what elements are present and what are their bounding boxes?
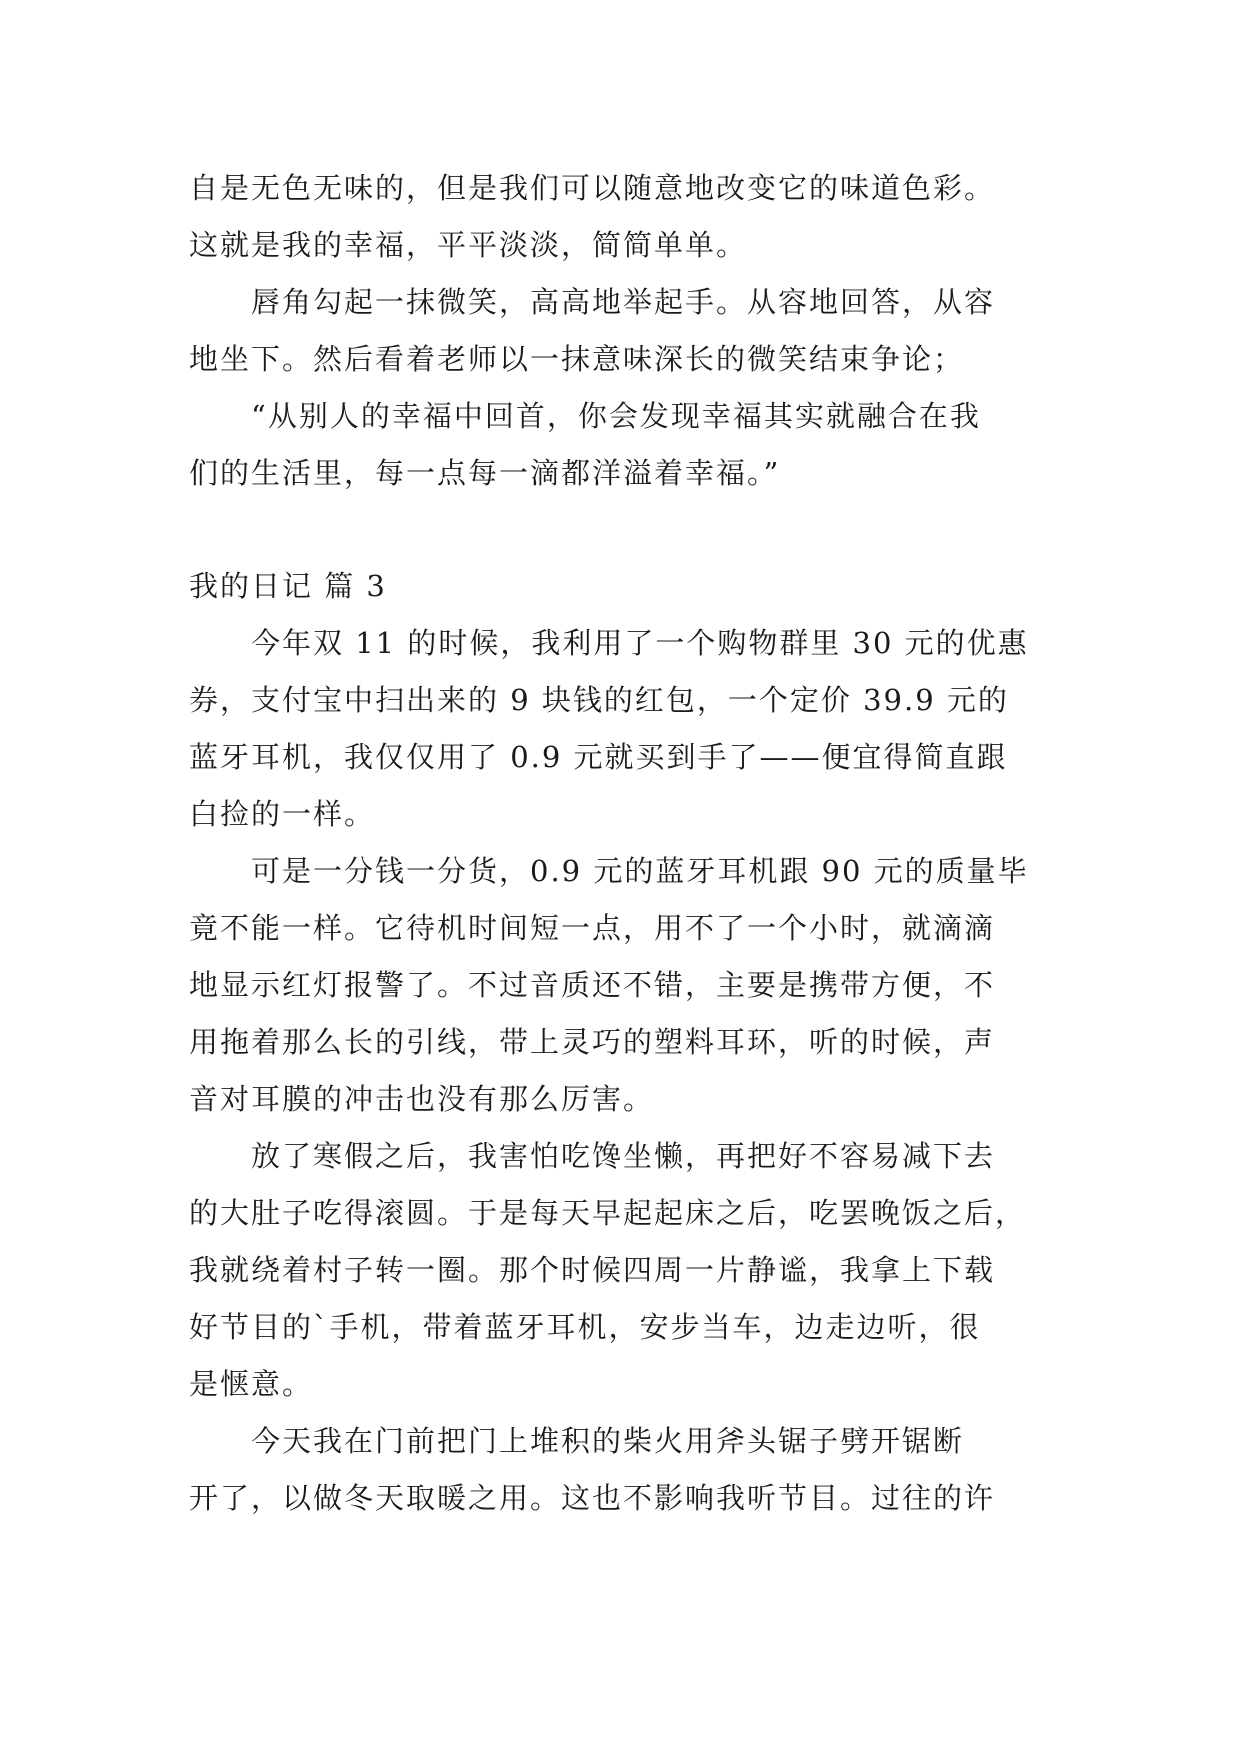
paragraph-line: 这就是我的幸福，平平淡淡，简简单单。 bbox=[189, 228, 748, 262]
paragraph-line: 放了寒假之后，我害怕吃馋坐懒，再把好不容易减下去 bbox=[251, 1139, 996, 1173]
paragraph-line: 可是一分钱一分货，0.9 元的蓝牙耳机跟 90 元的质量毕 bbox=[251, 854, 1029, 888]
paragraph-line: 们的生活里，每一点每一滴都洋溢着幸福。” bbox=[189, 456, 781, 490]
paragraph-line: 用拖着那么长的引线，带上灵巧的塑料耳环，听的时候，声 bbox=[189, 1025, 996, 1059]
section-title: 我的日记 篇 3 bbox=[189, 569, 387, 603]
paragraph-line: 今年双 11 的时候，我利用了一个购物群里 30 元的优惠 bbox=[251, 626, 1029, 660]
paragraph-line: 竟不能一样。它待机时间短一点，用不了一个小时，就滴滴 bbox=[189, 911, 996, 945]
paragraph-line: 今天我在门前把门上堆积的柴火用斧头锯子劈开锯断 bbox=[251, 1424, 965, 1458]
section-spacer bbox=[189, 502, 1055, 558]
paragraph-line: 蓝牙耳机，我仅仅用了 0.9 元就买到手了——便宜得简直跟 bbox=[189, 740, 1008, 774]
paragraph-line: “从别人的幸福中回首，你会发现幸福其实就融合在我 bbox=[251, 399, 981, 433]
paragraph-line: 好节目的`手机，带着蓝牙耳机，安步当车，边走边听，很 bbox=[189, 1310, 981, 1344]
document-body bbox=[189, 160, 1055, 1527]
paragraph-line: 我就绕着村子转一圈。那个时候四周一片静谧，我拿上下载 bbox=[189, 1253, 996, 1287]
paragraph-line: 地坐下。然后看着老师以一抹意味深长的微笑结束争论； bbox=[189, 342, 965, 376]
paragraph-line: 的大肚子吃得滚圆。于是每天早起起床之后，吃罢晚饭之后， bbox=[189, 1196, 1027, 1230]
paragraph-line: 地显示红灯报警了。不过音质还不错，主要是携带方便，不 bbox=[189, 968, 996, 1002]
paragraph-line: 唇角勾起一抹微笑，高高地举起手。从容地回答，从容 bbox=[251, 285, 996, 319]
paragraph-line: 是惬意。 bbox=[189, 1367, 314, 1401]
paragraph-line: 白捡的一样。 bbox=[189, 797, 376, 831]
paragraph-line: 自是无色无味的，但是我们可以随意地改变它的味道色彩。 bbox=[189, 171, 996, 205]
paragraph-line: 券，支付宝中扫出来的 9 块钱的红包，一个定价 39.9 元的 bbox=[189, 683, 1009, 717]
paragraph-line: 音对耳膜的冲击也没有那么厉害。 bbox=[189, 1082, 655, 1116]
paragraph-line: 开了，以做冬天取暖之用。这也不影响我听节目。过往的许 bbox=[189, 1481, 996, 1515]
